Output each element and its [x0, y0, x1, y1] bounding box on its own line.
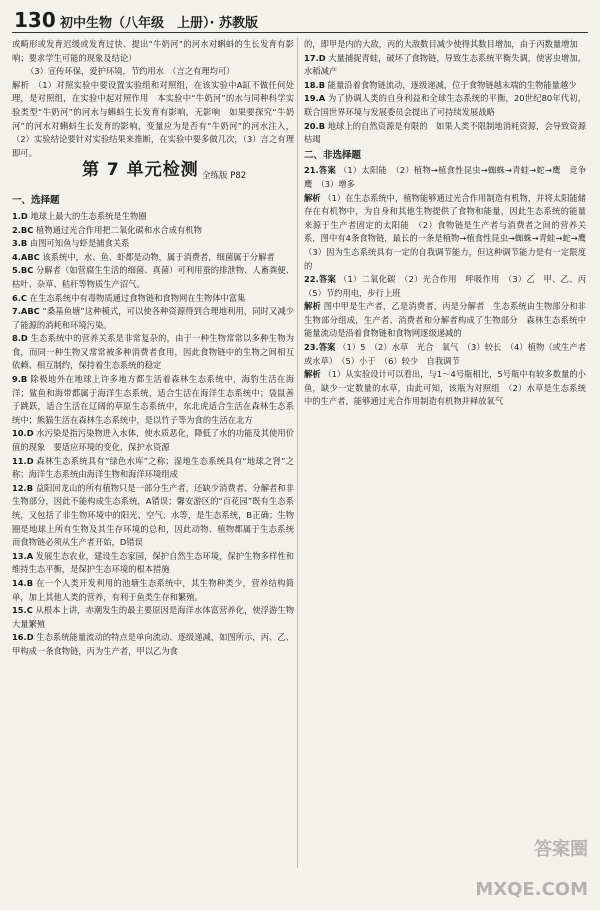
answer-item [304, 120, 586, 147]
watermark-logo: 答案圈 MXQE.COM [475, 839, 588, 900]
answer-item [12, 373, 294, 427]
item-number: 3.B [12, 238, 28, 249]
item-text: 该系统中，水、鱼、虾都是动物，属于消费者，细菌属于分解者 [42, 251, 275, 262]
item-number: 13.A [12, 550, 34, 561]
item-number: 5.BC [12, 265, 34, 276]
item-number: 22.答案 [304, 274, 337, 285]
item-number: 9.B [12, 374, 28, 385]
page-header [12, 6, 588, 33]
item-number: 解析 [304, 192, 321, 203]
item-text: （1）二氧化碳 （2）光合作用 呼吸作用 （3）乙 甲、乙、丙 （5）节约用电，步行上班 [304, 274, 595, 298]
item-number: 21.答案 [304, 165, 336, 176]
answer-item [12, 455, 294, 482]
column-divider [297, 38, 298, 868]
answer-item [304, 92, 586, 119]
item-text: 地球上最大的生态系统是生物圈 [30, 210, 147, 221]
section-heading: 一、选择题 [12, 195, 60, 207]
section-heading: 二、非选择题 [304, 149, 362, 161]
item-text: 发展生态农业，建设生态家园，保护自然生态环境，保护生物多样性和维持生态平衡，是保护生态环境的根本措施 [12, 550, 294, 575]
item-number: 14.B [12, 577, 34, 588]
paragraph: 或畸形或发育迟缓或发育过快、提出“牛奶河”的河水对蝌蚪的生长发育有影响；要求学生可能的现象及结论） [12, 39, 294, 63]
item-number: 18.B [304, 79, 326, 90]
item-text: 生态系统中的营养关系是非常复杂的，由于一种生物常常以多种生物为食，而同一种生物又常常被多种消费者食用，因此食物链中的生物之间相互依赖、相互制约，保持着生态系统的稳定 [12, 333, 294, 371]
item-number: 16.D [12, 632, 34, 643]
answer-item [12, 427, 294, 454]
item-number: 23.答案 [304, 342, 336, 353]
answer-item [304, 341, 586, 368]
answer-item [304, 79, 586, 93]
item-text: 除极地外在地球上许多地方都生活着森林生态系统中，海豹生活在海洋；鲨鱼和海带都属于海洋生态系统，适合生活在海洋生态系统中；袋鼠善于跳跃，适合生活在辽阔的草原生态系统中，东北虎适合生活在森林生态系统中；熊猫生活在森林生态系统中，是以竹子等为食的生活在北方 [12, 374, 294, 425]
item-text: 在一个人类开发利用的池塘生态系统中，其生物种类少，营养结构简单，加上其他人类的营养，有利于鱼类生存和繁殖。 [12, 577, 294, 602]
item-text: 植物通过光合作用把二氧化碳和水合成有机物 [35, 224, 202, 235]
answer-item [304, 368, 586, 409]
item-text: 由图可知鱼与虾是捕食关系 [29, 238, 130, 249]
unit-title: 第 7 单元检测 [82, 160, 199, 181]
item-text: （1）在生态系统中，植物能够通过光合作用制造有机物，并将太阳能储存在有机物中，为自身和其他生物提供了食物和能量，因此生态系统的能量来源于生产者固定的太阳能 （2）食物链是生产者与消费者之间的营养关系，图中有4条食物链，最长的一条是植物→植食性昆虫→蜘蛛→青蛙→蛇→鹰 （3）因为生态系统具有一定的自我调节能力，但这种调节能力是有一定限度的 [304, 192, 595, 271]
item-number: 17.D [304, 52, 326, 63]
answer-item [304, 52, 586, 79]
answer-item [304, 273, 595, 300]
item-number: 19.A [304, 93, 326, 104]
left-column [12, 38, 303, 659]
item-text: 能量沿着食物链流动，逐级递减，位于食物链越末端的生物能量越少 [327, 79, 577, 90]
answer-list [12, 210, 303, 659]
answer-item [12, 224, 294, 238]
item-text: 地球上的自然资源是有限的 如果人类不限制地消耗资源，会导致资源枯竭 [304, 120, 586, 145]
item-text: 生态系统能量流动的特点是单向流动、逐级递减，如图所示，丙、乙、甲构成一条食物链，丙为生产者，甲以乙为食 [12, 632, 294, 656]
answer-item [304, 38, 586, 52]
answer-item [12, 264, 294, 291]
item-number: 11.D [12, 455, 34, 466]
item-text: （1）5 （2）水草 光合 氧气 （3）较长 （4）植物（或生产者或水草） （5）小于 （6）较少 自我调节 [304, 342, 586, 366]
item-number: 解析 [304, 301, 321, 312]
unit-badge: 全练版 P82 [202, 171, 247, 182]
answer-item [12, 305, 294, 332]
item-number: 4.ABC [12, 251, 40, 262]
answer-item [12, 237, 294, 251]
item-text: 的，即甲是内的大敌，丙的大敌数目减少使得其数目增加，由于丙数量增加 [304, 39, 578, 49]
item-text: 从根本上讲，赤潮发生的最主要原因是海洋水体富营养化，使浮游生物大量繁殖 [12, 605, 294, 629]
item-text: “桑基鱼塘”这种模式，可以使各种资源得到合理地利用，同时又减少了能源的消耗和环境污染。 [12, 306, 294, 330]
item-text: 分解者（如营腐生生活的细菌、真菌）可利用蚕的排泄物、人畜粪便、枯叶、杂草、秸秆等物质生产沼气。 [12, 265, 294, 289]
item-text: （1）太阳能 （2）植物→植食性昆虫→蜘蛛→青蛙→蛇→鹰 竞争 鹰 （3）增多 [304, 165, 595, 189]
item-number: 1.D [12, 210, 28, 221]
right-column [304, 38, 595, 409]
answer-list [304, 38, 586, 147]
answer-item [12, 292, 294, 306]
book-title: 初中生物（八年级 上册）· 苏教版 [60, 16, 258, 31]
answer-item [12, 577, 294, 604]
item-number: 解析 [304, 369, 321, 380]
item-number: 7.ABC [12, 306, 40, 317]
paragraph: （3）宣传环保，爱护环境，节约用水 （言之有理均可） [26, 66, 235, 77]
answer-item [304, 192, 595, 274]
item-text: 森林生态系统具有“绿色水库”之称；湿地生态系统具有“地球之肾”之称；海洋生态系统由海洋生物和海洋环境组成 [12, 455, 295, 480]
answer-item [12, 482, 303, 550]
answer-list [304, 164, 595, 409]
answer-item [12, 604, 294, 631]
answer-item [304, 164, 595, 191]
item-number: 6.C [12, 292, 28, 303]
answer-item [12, 631, 294, 658]
item-text: 益阳回龙山的所有植物只是一部分生产者，还缺少消费者、分解者和非生物部分，因此不能构成生态系统，A错误；馨安游区的“百花园”既有生态系统，又包括了非生物环境中的阳光、空气、水等，是生态系统，B正确；生物圈是地球上所有生物及其生存环境的总和，因此动物、植物都属于生态系统 而食物链必须从生产者开始，D错误 [12, 482, 303, 548]
item-text: 水污染是指污染物进入水体，使水质恶化，降低了水的功能及其使用价值的现象 要适应环境的变化，保护水资源 [12, 428, 294, 453]
answer-item [12, 550, 294, 577]
item-text: 在生态系统中有毒物质通过食物链和食物网在生物体中富集 [29, 292, 246, 303]
answer-item [12, 210, 294, 224]
item-text: 大量捕捉青蛙，破坏了食物链，导致生态系统平衡失调，使害虫增加，水稻减产 [304, 52, 586, 77]
item-text: 图中甲是生产者，乙是消费者，丙是分解者 生态系统由生物部分和非生物部分组成，生产者、消费者和分解者构成了生物部分 森林生态系统中能量流动是沿着食物链和食物网逐级递减的 [304, 301, 586, 339]
item-number: 20.B [304, 120, 326, 131]
item-number: 10.D [12, 428, 34, 439]
paragraph: 解析 （1）对照实验中要设置实验组和对照组，在该实验中A缸不做任何处理，是对照组，在实验中起对照作用 本实验中“牛奶河”的水与同种科学实验类型“牛奶河”的河水与蝌蚪生长发育有影响，无影响 如果要探究“牛奶河”的河水对蝌蚪生长发育的影响，变量应为是否有“牛奶河”的河水注入，（2）实验结论要针对实验结果来推断，在实验中要多做几次，（3）言之有理即可。 [12, 79, 294, 158]
unit-heading [12, 160, 294, 190]
item-number: 15.C [12, 605, 33, 616]
page-number: 130 [14, 8, 56, 32]
item-number: 12.B [12, 482, 34, 493]
item-number: 2.BC [12, 224, 34, 235]
item-text: 为了协调人类的自身利益和全球生态系统的平衡，20世纪80年代初，联合国世界环境与发展委员会提出了可持续发展战略 [304, 93, 587, 117]
item-number: 8.D [12, 333, 28, 344]
item-text: （1）从实验设计可以看出，与1～4号瓶相比，5号瓶中有较多数量的小鱼，缺少一定数量的水草，由此可知，该瓶为对照组 （2）水草是生态系统中的生产者，能够通过光合作用制造有机物并释放氧气 [304, 369, 586, 407]
answer-item [12, 332, 294, 373]
answer-item [304, 300, 586, 341]
answer-item [12, 251, 294, 265]
